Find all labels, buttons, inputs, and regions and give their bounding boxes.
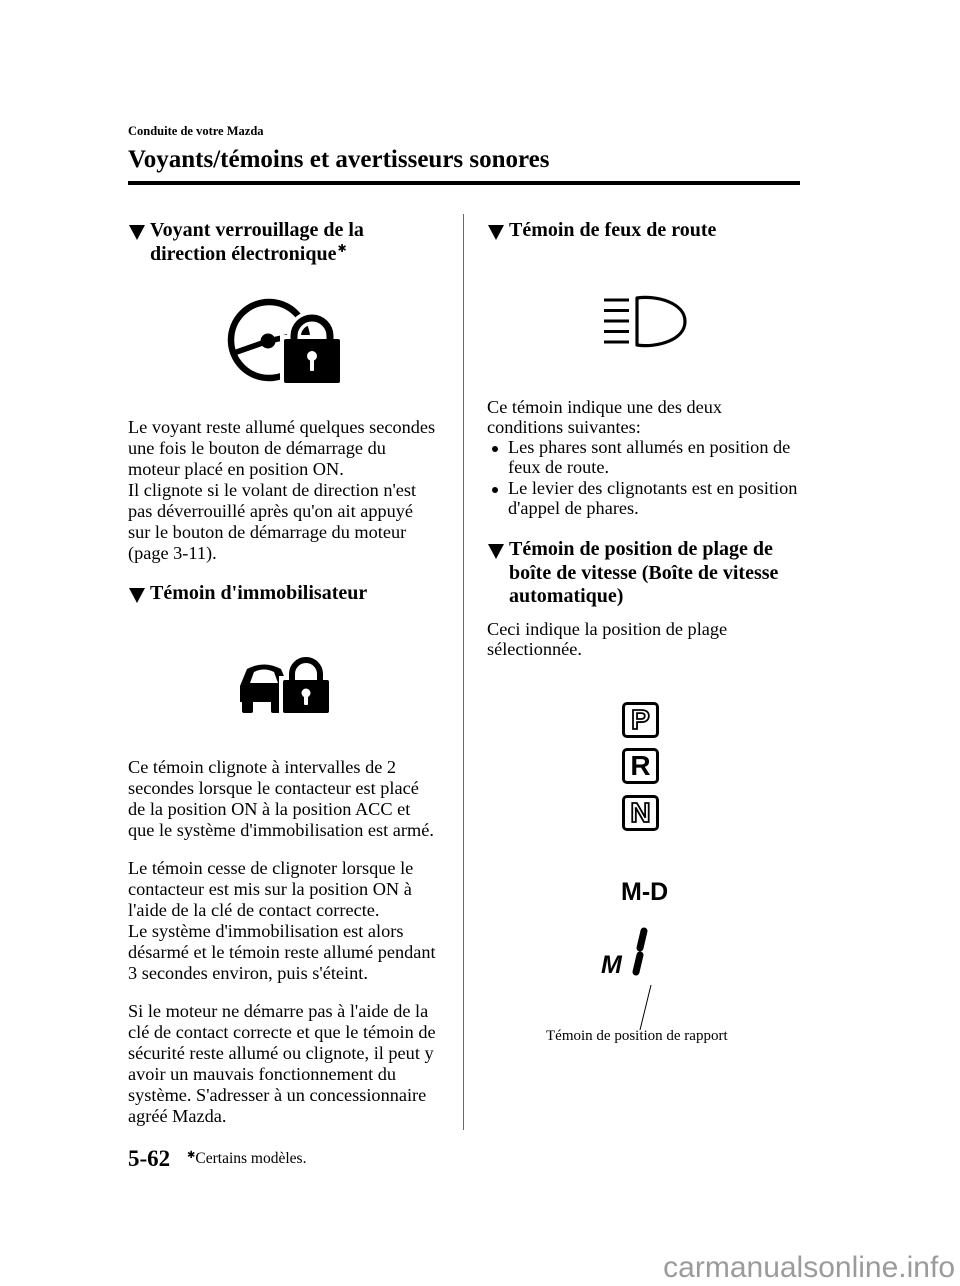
bullet-icon bbox=[492, 446, 498, 452]
car-wheel-left bbox=[242, 700, 253, 713]
section-marker-icon bbox=[129, 588, 145, 603]
high-beam-icon bbox=[600, 294, 690, 350]
footnote-marker: ✱ bbox=[337, 241, 347, 255]
title-rule bbox=[128, 181, 800, 185]
caption-leader-line bbox=[640, 985, 651, 1030]
gear-indicator-md: M-D bbox=[621, 878, 669, 906]
list-item-text: Les phares sont allumés en position de feux de route. bbox=[508, 437, 791, 478]
gear-indicator-n: N bbox=[622, 795, 659, 831]
segment-lower bbox=[636, 955, 640, 972]
section-marker-icon bbox=[129, 225, 145, 240]
heading-text: Témoin de feux de route bbox=[509, 219, 717, 241]
immobilizer-paragraph: Ce témoin clignote à intervalles de 2 secondes lorsque le contacteur est placé de la position ON à la position ACC et que le système d'immobilisation est armé. bbox=[128, 756, 434, 840]
bullet-icon bbox=[492, 487, 498, 493]
page-title: Voyants/témoins et avertisseurs sonores bbox=[128, 146, 550, 173]
high-beam-intro: Ce témoin indique une des deux conditions suivantes: bbox=[487, 397, 723, 438]
section-marker-icon bbox=[488, 544, 504, 559]
list-item bbox=[487, 478, 797, 518]
heading-text: Témoin de position de plage de boîte de vitesse (Boîte de vitesse automatique) bbox=[509, 538, 779, 607]
gear-indicator-p: P bbox=[622, 702, 659, 738]
footnote-marker: ✱ bbox=[187, 1150, 196, 1161]
page-number: 5-62 bbox=[128, 1146, 171, 1171]
steering-wheel-hub bbox=[261, 334, 276, 349]
heading-text: Voyant verrouillage de la direction électronique bbox=[150, 219, 364, 265]
list-item-text: Le levier des clignotants est en position d'appel de phares. bbox=[508, 478, 798, 519]
immobilizer-paragraph: Si le moteur ne démarre pas à l'aide de la clé de contact correcte et que le témoin de sécurité reste allumé ou clignote, il peut y avoir un mauvais fonctionnement du système. S'adresser à un concessionnaire agréé Mazda. bbox=[128, 1000, 436, 1126]
watermark: carmanualsonline.info bbox=[663, 1251, 955, 1284]
gear-indicator-m: M bbox=[601, 951, 622, 979]
column-divider bbox=[463, 214, 464, 1130]
section-marker-icon bbox=[488, 225, 504, 240]
section-heading-steering-lock bbox=[128, 219, 364, 266]
beam-lines bbox=[604, 300, 629, 342]
lock-keyhole-slot bbox=[304, 694, 308, 705]
footnote-text: Certains modèles. bbox=[195, 1150, 307, 1167]
steering-wheel-lock-icon bbox=[226, 294, 344, 386]
footnote bbox=[187, 1150, 306, 1168]
heading-text: Témoin d'immobilisateur bbox=[150, 582, 368, 604]
headlamp-outline bbox=[637, 297, 685, 345]
gear-indicator-r: R bbox=[622, 748, 659, 784]
steering-lock-description: Le voyant reste allumé quelques secondes une fois le bouton de démarrage du moteur placé en position ON. Il clignote si le volant de direction n'est pas déverrouillé après qu'on ait appuyé sur le bouton de démarrage du moteur (page 3-11). bbox=[128, 416, 436, 563]
car-lock-icon bbox=[238, 655, 332, 715]
gear-position-description: Ceci indique la position de plage sélectionnée. bbox=[487, 619, 728, 660]
segment-upper bbox=[640, 931, 644, 948]
gear-segment-display-icon bbox=[626, 926, 660, 1034]
list-item bbox=[487, 437, 790, 477]
figure-caption: Témoin de position de rapport bbox=[546, 1028, 728, 1044]
section-heading-immobilizer bbox=[128, 582, 367, 606]
section-heading-gear-position bbox=[487, 538, 778, 609]
chapter-label: Conduite de votre Mazda bbox=[128, 124, 264, 138]
section-heading-high-beam bbox=[487, 219, 716, 243]
lock-keyhole-slot bbox=[310, 357, 314, 371]
immobilizer-paragraph: Le témoin cesse de clignoter lorsque le contacteur est mis sur la position ON à l'aide de la clé de contact correcte. Le système d'immobilisation est alors désarmé et le témoin reste allumé pendant 3 secondes environ, puis s'éteint. bbox=[128, 857, 436, 983]
